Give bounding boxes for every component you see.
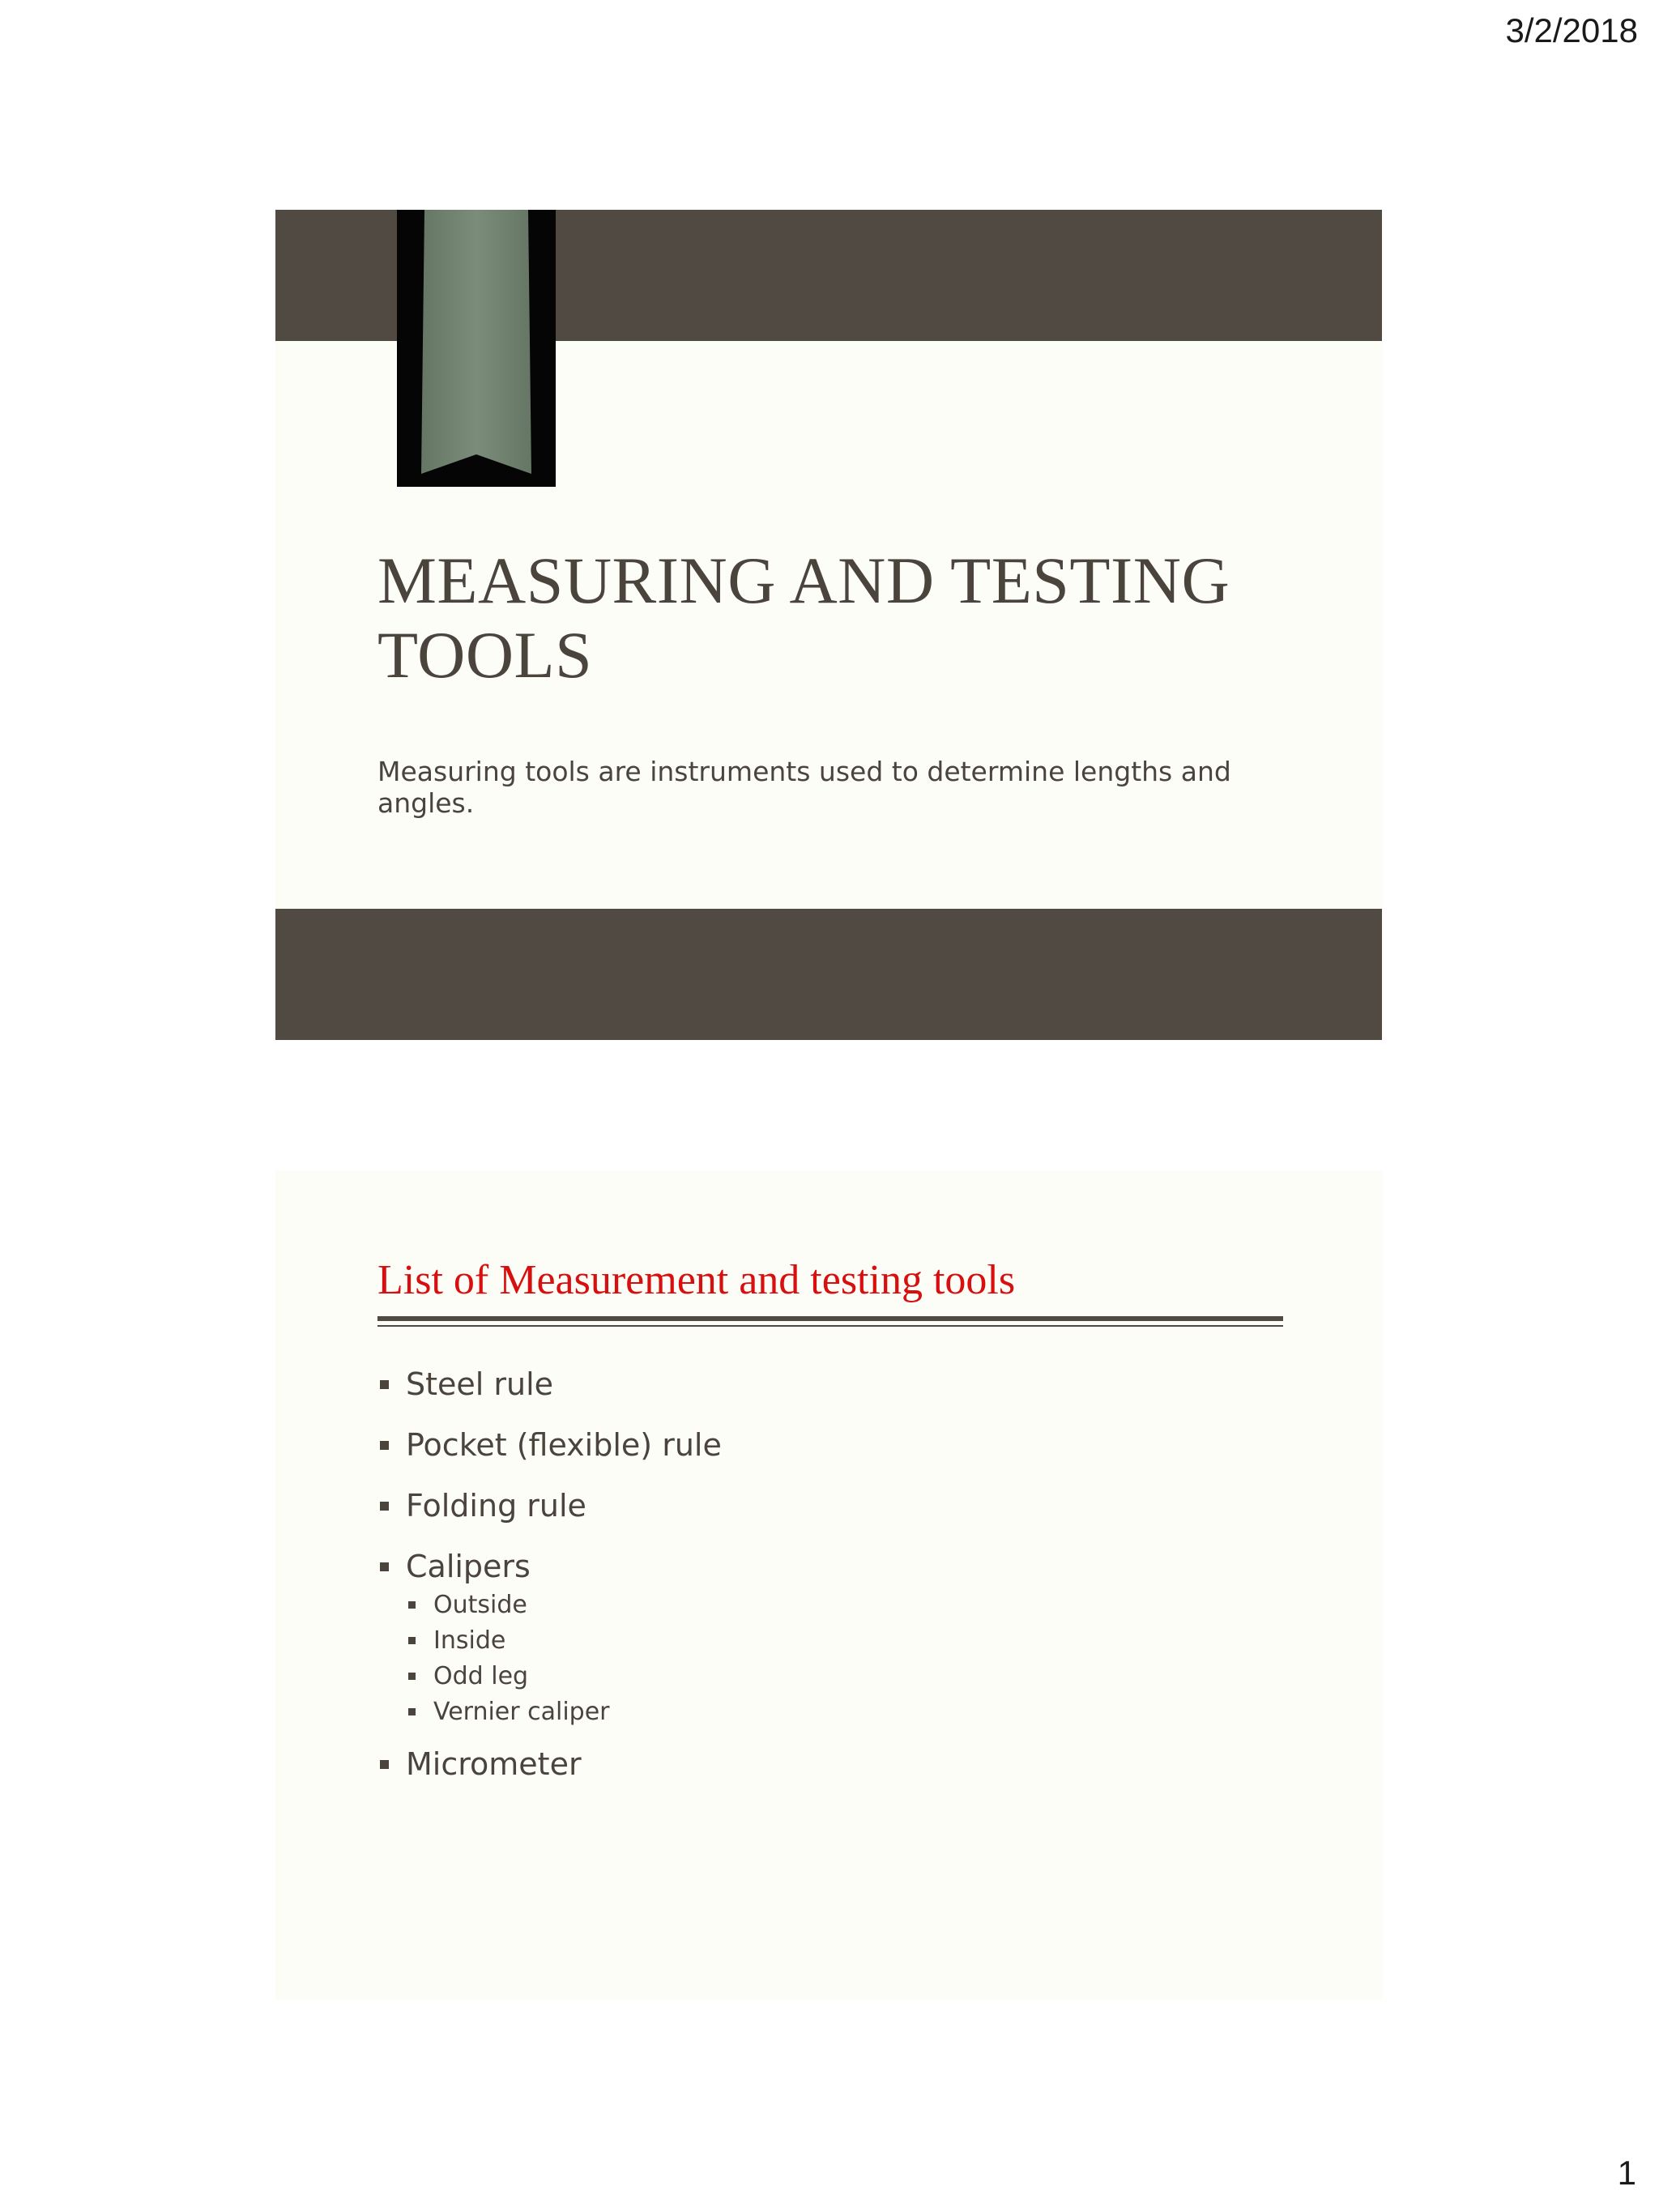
square-bullet-icon — [380, 1441, 389, 1450]
slide-title: MEASURING AND TESTING TOOLS — [377, 543, 1230, 692]
bottom-band — [275, 909, 1382, 1040]
list-item-label: Steel rule — [406, 1366, 554, 1402]
list-item — [377, 1545, 722, 1730]
square-bullet-icon — [408, 1601, 416, 1609]
list-item — [377, 1485, 722, 1527]
square-bullet-icon — [408, 1673, 416, 1680]
heading-divider-thin — [377, 1325, 1283, 1327]
square-bullet-icon — [380, 1562, 389, 1571]
list-item — [377, 1424, 722, 1466]
square-bullet-icon — [408, 1637, 416, 1644]
square-bullet-icon — [380, 1380, 389, 1389]
bookmark-ribbon-icon — [397, 210, 556, 487]
square-bullet-icon — [380, 1760, 389, 1769]
sub-list-item-label: Vernier caliper — [433, 1698, 610, 1726]
list-heading: List of Measurement and testing tools — [377, 1257, 1016, 1303]
square-bullet-icon — [408, 1708, 416, 1715]
square-bullet-icon — [380, 1502, 389, 1511]
list-item — [377, 1363, 722, 1405]
list-slide — [275, 1170, 1382, 2001]
list-item-label: Folding rule — [406, 1488, 586, 1524]
sub-list-item-label: Inside — [433, 1626, 506, 1655]
sub-list-item — [406, 1588, 722, 1623]
list-item-label: Pocket (flexible) rule — [406, 1427, 722, 1463]
heading-divider-thick — [377, 1316, 1283, 1321]
sub-list-item — [406, 1659, 722, 1694]
list-item-label: Micrometer — [406, 1746, 582, 1782]
page-number: 1 — [1617, 2154, 1636, 2192]
title-slide — [275, 210, 1382, 1040]
list-item — [377, 1743, 722, 1785]
sub-list-item-label: Odd leg — [433, 1662, 529, 1690]
sub-list-item — [406, 1694, 722, 1730]
calipers-sublist — [406, 1588, 722, 1730]
sub-list-item — [406, 1623, 722, 1659]
page-date: 3/2/2018 — [1505, 11, 1638, 49]
sub-list-item-label: Outside — [433, 1591, 527, 1619]
slide-subtitle: Measuring tools are instruments used to determine lengths and angles. — [377, 756, 1231, 819]
list-item-label: Calipers — [406, 1549, 531, 1584]
tools-list — [377, 1363, 722, 1804]
